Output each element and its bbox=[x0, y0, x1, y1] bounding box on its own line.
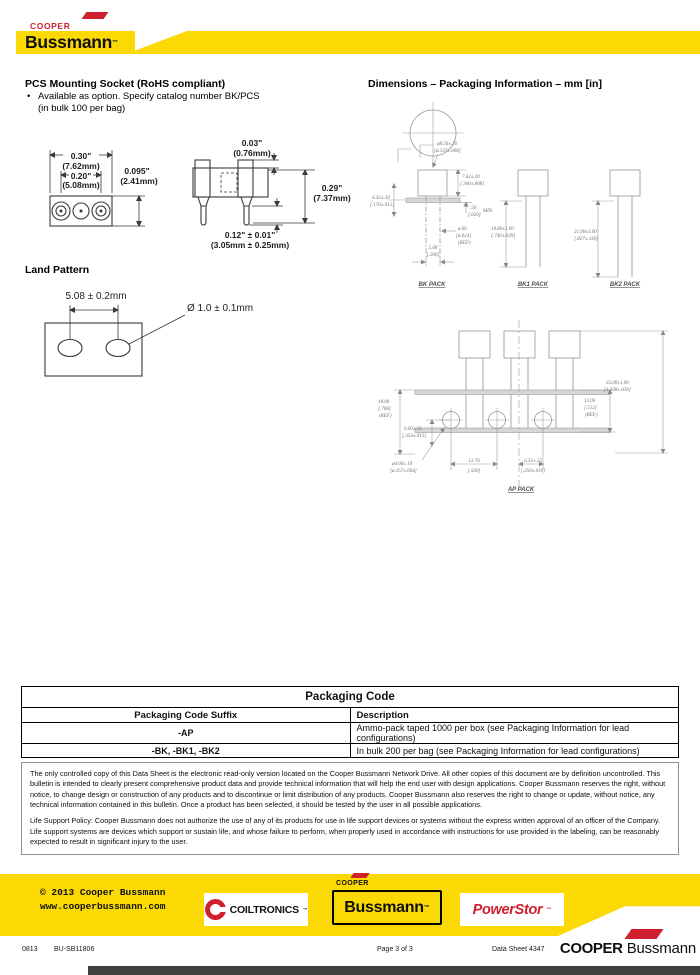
powerstor-logo bbox=[460, 893, 564, 926]
cell-suffix: -AP bbox=[22, 723, 351, 744]
legal-paragraph-2: Life Support Policy: Cooper Bussmann does not authorize the use of any of its products for use in life support devices or systems without the express written approval of an officer of the Company. Life support systems are devices which support or sustain life, and whose failure to perform, when properly used in accordance with instructions for use provided in the labeling, can be reasonably expected to result in significant injury to the user. bbox=[30, 816, 661, 847]
dim-label: [ø.337±.008] bbox=[434, 149, 461, 154]
bk-pack-drawing bbox=[370, 142, 493, 288]
cooper-wordmark: COOPER bbox=[30, 21, 71, 31]
dim-label: 6.35±.25 bbox=[524, 459, 542, 464]
trademark-mark: ™ bbox=[546, 906, 552, 913]
dim-label: [.020] bbox=[468, 213, 481, 218]
dim-label: 0.29" bbox=[321, 183, 343, 193]
dim-label: 0.30" bbox=[70, 151, 92, 161]
dim-label: (2.41mm) bbox=[120, 176, 158, 186]
bottom-divider-bar bbox=[88, 966, 700, 975]
cooper-small-wordmark: COOPER bbox=[336, 880, 369, 887]
coiltronics-text: COILTRONICS bbox=[229, 903, 299, 916]
dim-label: (REF) bbox=[458, 241, 471, 246]
dim-label: Ø 1.0 ± 0.1mm bbox=[187, 303, 254, 314]
footer-bussmann-logo bbox=[332, 890, 442, 925]
website-url: www.cooperbussmann.com bbox=[40, 901, 166, 912]
bk2-pack-drawing bbox=[574, 170, 641, 288]
dim-label: ø4.00±.10 bbox=[392, 462, 413, 467]
dim-label: [ø.157±.004] bbox=[390, 469, 417, 474]
socket-side-view bbox=[193, 138, 351, 250]
dim-label: MIN. bbox=[483, 209, 494, 214]
brand-bold-text: COOPER bbox=[559, 940, 623, 957]
socket-section-title: PCS Mounting Socket (RoHS compliant) bbox=[25, 78, 226, 90]
table-row bbox=[22, 744, 679, 758]
packaging-code-table bbox=[21, 686, 679, 758]
footer-doc-number: BU-SB11806 bbox=[54, 946, 95, 953]
legal-paragraph-1: The only controlled copy of this Data Sheet is the electronic read-only version located on the Cooper Bussmann Network Drive. All other copies of this document are by definition uncontrolled. This bulletin is intended to clearly present comprehensive product data and provide technical information that will help the end user with design applications. Cooper Bussmann reserves the right, without notice, to change design or construction of any products and to discontinue or limit distribution of any products. Cooper Bussmann also reserves the right to change or update, without notice, any technical information contained in this bulletin. Once a product has been selected, it should be tested by the user in all possible applications. bbox=[30, 769, 666, 810]
socket-bullet-line1: Available as option. Specify catalog number BK/PCS bbox=[38, 91, 260, 102]
dim-label: 0.12" ± 0.01" bbox=[224, 230, 276, 240]
table-title-row bbox=[22, 687, 679, 708]
dim-label: ø.60 bbox=[458, 227, 467, 232]
dim-label: 7.62±.20 bbox=[462, 175, 480, 180]
cell-description: In bulk 200 per bag (see Packaging Information for lead configurations) bbox=[350, 744, 679, 758]
dim-label: ø8.56±.20 bbox=[437, 142, 458, 147]
dim-label: [.354±.015] bbox=[402, 434, 427, 439]
dim-label: (7.37mm) bbox=[313, 193, 351, 203]
trademark-mark: ™ bbox=[302, 907, 308, 912]
dim-label: 13.00 bbox=[584, 399, 596, 404]
dim-label: 5.08 bbox=[428, 246, 438, 251]
bussmann-logo-text: Bussmann bbox=[344, 898, 424, 916]
header-yellow-band bbox=[126, 31, 700, 54]
pack-label: BK1 PACK bbox=[517, 282, 549, 288]
packaging-drawing bbox=[370, 98, 700, 510]
brand-regular-text: Bussmann bbox=[626, 940, 696, 957]
dim-label: (7.62mm) bbox=[62, 161, 100, 171]
dim-label: 0.20" bbox=[70, 171, 92, 181]
land-pattern-drawing bbox=[25, 283, 285, 403]
trademark-mark: ™ bbox=[423, 904, 430, 911]
pack-label: BK PACK bbox=[418, 282, 446, 288]
dim-label: [.708] bbox=[378, 407, 391, 412]
table-row bbox=[22, 723, 679, 744]
copyright-line: © 2013 Cooper Bussmann bbox=[40, 887, 166, 898]
dim-label: [.827±.118] bbox=[574, 237, 598, 242]
col-header-suffix: Packaging Code Suffix bbox=[22, 708, 351, 723]
dim-label: (REF) bbox=[379, 414, 392, 419]
dim-label: [.250±.010] bbox=[520, 469, 546, 474]
land-pattern-title: Land Pattern bbox=[25, 264, 90, 276]
dim-label: 0.095" bbox=[124, 166, 150, 176]
cell-suffix: -BK, -BK1, -BK2 bbox=[22, 744, 351, 758]
socket-bullet-line2: (in bulk 100 per bag) bbox=[38, 103, 126, 114]
socket-top-view bbox=[50, 150, 158, 226]
dim-label: [.170±.012] bbox=[370, 203, 395, 208]
cell-description: Ammo-pack taped 1000 per box (see Packaging Information for lead configurations) bbox=[350, 723, 679, 744]
dim-label: [ø.024] bbox=[456, 234, 472, 239]
dim-label: 18.80±1.00 bbox=[491, 227, 514, 232]
dim-label: 21.00±3.00 bbox=[574, 230, 597, 235]
fuse-top-view bbox=[402, 102, 464, 164]
table-header-row bbox=[22, 708, 679, 723]
dim-label: (5.08mm) bbox=[62, 180, 100, 190]
dim-label: [.300±.008] bbox=[460, 182, 485, 187]
dim-label: [.500] bbox=[467, 469, 481, 474]
pack-label: BK2 PACK bbox=[609, 282, 641, 288]
dim-label: 35.00±1.00 bbox=[606, 381, 629, 386]
cooper-swoosh-icon bbox=[82, 12, 109, 19]
dim-label: [.200] bbox=[426, 253, 440, 258]
col-header-description: Description bbox=[350, 708, 679, 723]
dim-label: 0.03" bbox=[241, 138, 263, 148]
land-pattern-shapes bbox=[45, 291, 253, 376]
dim-label: [.512] bbox=[584, 406, 597, 411]
copyright-block bbox=[40, 886, 165, 914]
socket-drawing bbox=[25, 126, 355, 256]
dim-label: [1.378±.039] bbox=[604, 388, 631, 393]
dim-label: 9.00±.35 bbox=[404, 427, 422, 432]
coiltronics-logo bbox=[204, 893, 308, 926]
pack-label: AP PACK bbox=[507, 487, 535, 493]
dim-label: 18.00 bbox=[378, 400, 390, 405]
trademark-mark: ™ bbox=[112, 39, 119, 46]
ap-pack-drawing bbox=[378, 320, 668, 493]
datasheet-number: Data Sheet 4347 bbox=[492, 946, 545, 953]
powerstor-text: PowerStor bbox=[472, 901, 543, 918]
dim-label: (0.76mm) bbox=[233, 148, 271, 158]
dim-label: .50 bbox=[470, 206, 477, 211]
table-title: Packaging Code bbox=[22, 687, 679, 708]
cooper-bussmann-wordmark bbox=[548, 940, 696, 957]
dim-label: 5.08 ± 0.2mm bbox=[65, 291, 127, 302]
bk1-pack-drawing bbox=[491, 170, 549, 288]
page-number: Page 3 of 3 bbox=[377, 946, 413, 953]
legal-notice bbox=[21, 762, 679, 855]
dim-label: 12.70 bbox=[468, 459, 480, 464]
dim-label: [.740±.039] bbox=[491, 234, 516, 239]
cooper-swoosh-icon bbox=[624, 929, 663, 939]
dim-label: (REF) bbox=[585, 413, 598, 418]
coiltronics-c-icon bbox=[205, 899, 226, 920]
dim-label: (3.05mm ± 0.25mm) bbox=[210, 240, 290, 250]
packaging-section-title: Dimensions – Packaging Information – mm [in] bbox=[368, 78, 602, 90]
bussmann-logo bbox=[16, 31, 135, 54]
dim-label: 4.32±.30 bbox=[372, 196, 390, 201]
bussmann-logo-text: Bussmann bbox=[25, 32, 113, 52]
footer-date-code: 0813 bbox=[22, 946, 38, 953]
bullet-icon: • bbox=[27, 91, 31, 102]
